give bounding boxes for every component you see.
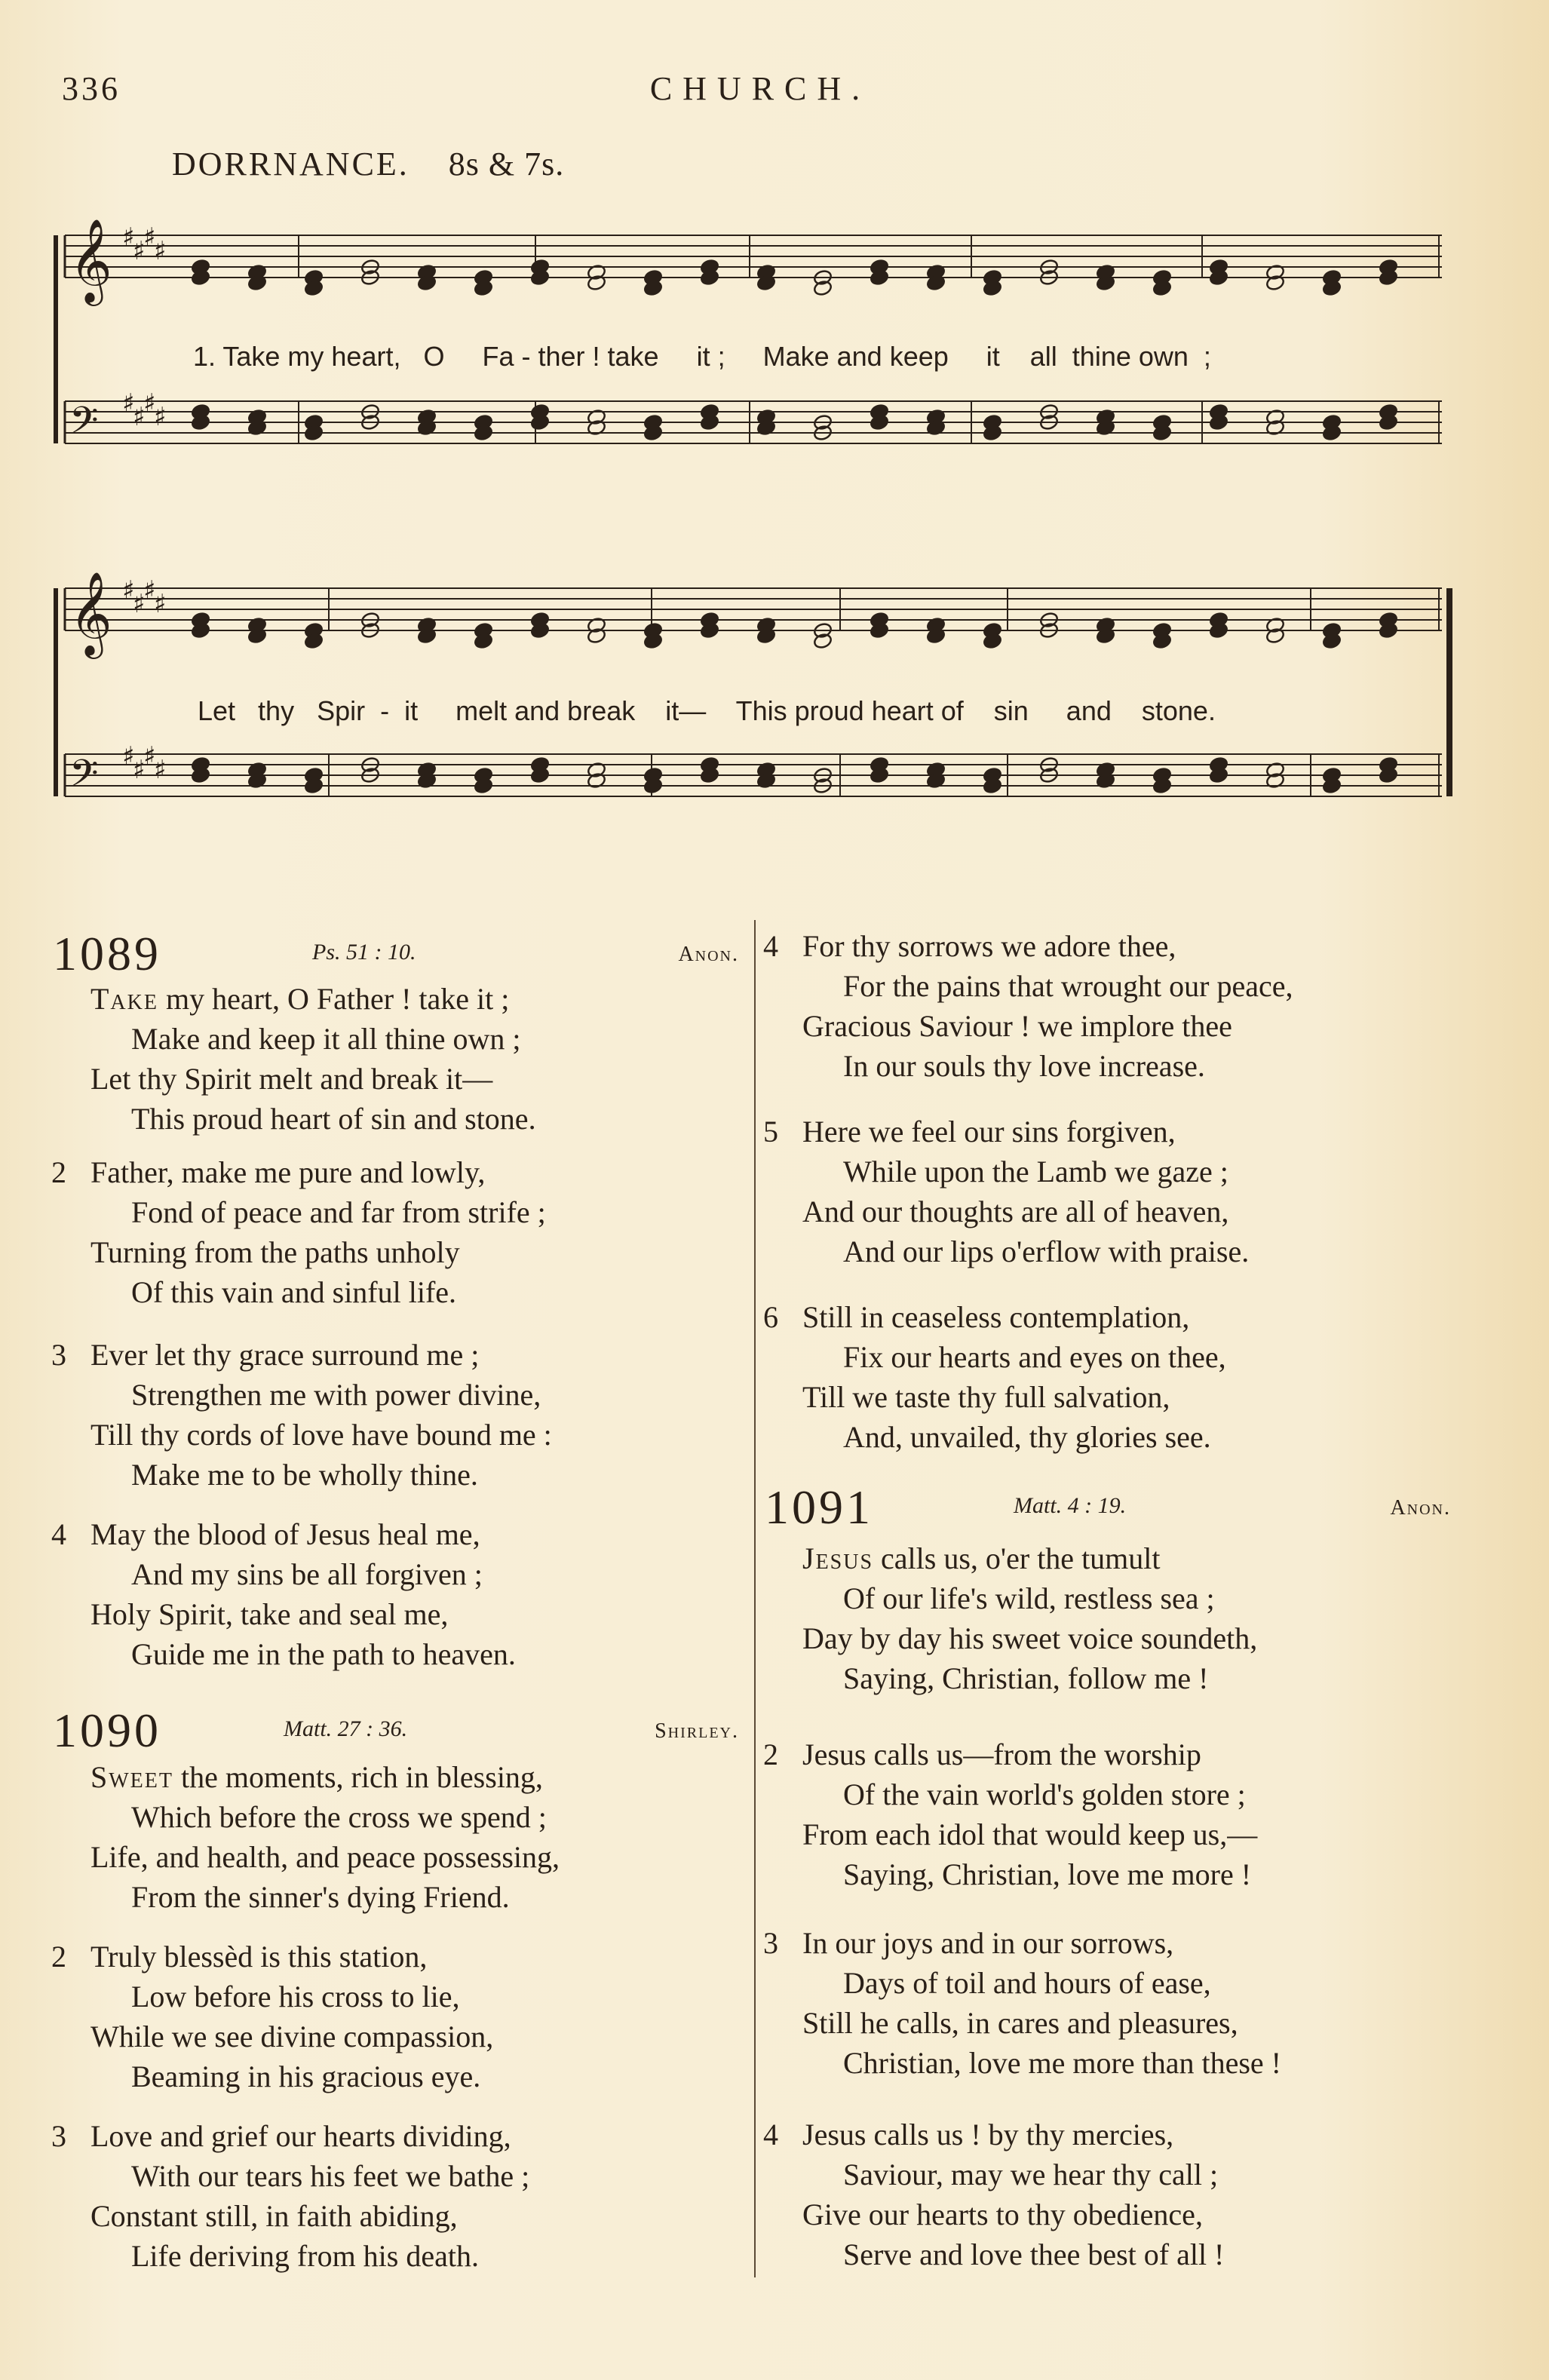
verse-line: Days of toil and hours of ease, [843,1966,1211,2000]
verse-line: Fix our hearts and eyes on thee, [843,1340,1226,1374]
hymn-1089-verse-1 [90,979,536,1139]
verse-line: Saying, Christian, love me more ! [843,1857,1252,1891]
verse-line: Give our hearts to thy obedience, [802,2198,1203,2231]
svg-text:♯: ♯ [154,402,167,432]
verse-line: Till thy cords of love have bound me : [90,1418,552,1452]
svg-text:𝄞: 𝄞 [69,218,112,302]
tune-name: DORRNANCE. [172,146,409,182]
svg-text:𝄞: 𝄞 [69,571,112,655]
svg-text:♯: ♯ [133,755,146,785]
hymn-1090-verse-4 [763,926,1293,1086]
verse-line: Jesus calls us—from the worship [802,1737,1201,1771]
verse-line: Gracious Saviour ! we implore thee [802,1009,1232,1043]
verse-line: Father, make me pure and lowly, [90,1155,486,1189]
verse-number: 4 [51,1517,66,1551]
verse-line: calls us, o'er the tumult [873,1541,1161,1575]
verse-line: This proud heart of sin and stone. [131,1102,536,1136]
verse-number: 5 [763,1115,778,1149]
svg-text:♯: ♯ [143,222,156,253]
hymn-number: 1089 [53,927,161,980]
verse-number: 3 [51,2119,66,2153]
hymn-1089-verse-2 [51,1152,546,1312]
verse-line: In our joys and in our sorrows, [802,1926,1174,1960]
svg-text:♯: ♯ [143,741,156,771]
svg-text:♯: ♯ [143,388,156,419]
verse-line: Till we taste thy full salvation, [802,1380,1170,1414]
verse-first-word: Jesus [802,1541,874,1575]
hymn-1090-verse-3 [51,2116,530,2276]
verse-first-word: Take [90,982,158,1016]
svg-text:♯: ♯ [154,755,167,785]
verse-line: For thy sorrows we adore thee, [802,929,1176,963]
hymn-1091-verse-3 [763,1923,1281,2083]
scripture-reference: Matt. 4 : 19. [1014,1493,1127,1518]
verse-line: Turning from the paths unholy [90,1235,460,1269]
verse-line: May the blood of Jesus heal me, [90,1517,480,1551]
hymn-1091-verse-2 [763,1734,1258,1894]
svg-text:♯: ♯ [133,589,146,619]
page-header [62,69,1459,115]
verse-line: Low before his cross to lie, [131,1980,460,2013]
svg-text:♯: ♯ [122,222,135,253]
hymn-number: 1090 [53,1704,161,1757]
hymn-1091-verse-1 [802,1538,1257,1698]
verse-line: And my sins be all forgiven ; [131,1557,483,1591]
hymn-author: Anon. [678,943,739,966]
scripture-reference: Matt. 27 : 36. [284,1716,408,1741]
hymn-1090-verse-1 [90,1757,560,1917]
verse-line: Christian, love me more than these ! [843,2046,1281,2080]
verse-line: And, unvailed, thy glories see. [843,1420,1211,1454]
svg-text:♯: ♯ [133,236,146,266]
svg-text:𝄢: 𝄢 [69,752,99,805]
verse-line: Make and keep it all thine own ; [131,1022,521,1056]
verse-number: 2 [51,1155,66,1189]
scripture-reference: Ps. 51 : 10. [312,940,416,965]
hymn-author: Shirley. [655,1719,739,1743]
verse-line: the moments, rich in blessing, [173,1760,543,1794]
verse-line: Saviour, may we hear thy call ; [843,2158,1219,2191]
verse-first-word: Sweet [90,1760,173,1794]
verse-number: 3 [763,1926,778,1960]
verse-number: 4 [763,929,778,963]
hymn-1090-verse-5 [763,1112,1250,1271]
verse-line: Truly blessèd is this station, [90,1940,428,1974]
music-score [50,189,1457,882]
hymn-1090-verse-2 [51,1937,494,2096]
hymn-1091-heading [765,1480,1451,1534]
verse-line: Holy Spirit, take and seal me, [90,1597,449,1631]
svg-text:♯: ♯ [122,741,135,771]
verse-line: Jesus calls us ! by thy mercies, [802,2118,1174,2152]
page-number: 336 [62,70,121,107]
svg-text:♯: ♯ [143,575,156,606]
tune-heading [172,145,564,183]
verse-number: 2 [51,1940,66,1974]
verse-line: Of the vain world's golden store ; [843,1777,1246,1811]
svg-text:♯: ♯ [154,236,167,266]
verse-line: While upon the Lamb we gaze ; [843,1155,1228,1188]
verse-line: From each idol that would keep us,— [802,1817,1258,1851]
hymn-1090-verse-6 [763,1297,1226,1457]
hymn-1089-heading [53,926,739,980]
verse-line: Still in ceaseless contemplation, [802,1300,1190,1334]
svg-text:♯: ♯ [154,589,167,619]
verse-line: In our souls thy love increase. [843,1049,1205,1083]
verse-line: Serve and love thee best of all ! [843,2237,1225,2271]
verse-line: And our thoughts are all of heaven, [802,1195,1229,1228]
verse-line: And our lips o'erflow with praise. [843,1234,1250,1268]
verse-line: Day by day his sweet voice soundeth, [802,1621,1258,1655]
verse-line: Life deriving from his death. [131,2239,479,2273]
hymn-author: Anon. [1390,1496,1451,1520]
verse-number: 3 [51,1338,66,1372]
verse-line: Still he calls, in cares and pleasures, [802,2006,1238,2040]
verse-line: Fond of peace and far from strife ; [131,1195,546,1229]
verse-line: my heart, O Father ! take it ; [158,982,510,1016]
verse-line: Strengthen me with power divine, [131,1378,541,1412]
verse-number: 4 [763,2118,778,2152]
svg-text:♯: ♯ [122,575,135,606]
svg-text:♯: ♯ [122,388,135,419]
verse-line: Beaming in his gracious eye. [131,2059,481,2093]
verse-line: Let thy Spirit melt and break it— [90,1062,493,1096]
verse-line: Constant still, in faith abiding, [90,2199,458,2233]
verse-line: From the sinner's dying Friend. [131,1880,510,1914]
verse-line: Saying, Christian, follow me ! [843,1661,1209,1695]
verse-line: Which before the cross we spend ; [131,1800,547,1834]
verse-line: Ever let thy grace surround me ; [90,1338,480,1372]
svg-text:♯: ♯ [133,402,146,432]
verse-number: 6 [763,1300,778,1334]
verse-line: Life, and health, and peace possessing, [90,1840,560,1874]
verse-line: Guide me in the path to heaven. [131,1637,516,1671]
hymn-number: 1091 [765,1480,873,1534]
music-lyrics-line-1: 1. Take my heart, O Fa - ther ! take it ; Make and keep it all thine own ; [193,341,1211,372]
verse-line: Of our life's wild, restless sea ; [843,1581,1215,1615]
column-divider [754,920,756,2277]
verse-line: For the pains that wrought our peace, [843,969,1293,1003]
music-lyrics-line-2: Let thy Spir - it melt and break it— This proud heart of sin and stone. [198,695,1216,726]
hymn-1089-verse-4 [51,1514,516,1674]
hymn-1091-verse-4 [763,2115,1225,2274]
verse-line: Love and grief our hearts dividing, [90,2119,511,2153]
verse-line: Of this vain and sinful life. [131,1275,457,1309]
verse-line: With our tears his feet we bathe ; [131,2159,530,2193]
running-title: CHURCH. [649,70,871,107]
hymn-1089-verse-3 [51,1335,552,1495]
verse-line: Make me to be wholly thine. [131,1458,478,1492]
svg-text:𝄢: 𝄢 [69,399,99,452]
verse-line: Here we feel our sins forgiven, [802,1115,1176,1149]
verse-number: 2 [763,1737,778,1771]
verse-line: While we see divine compassion, [90,2020,494,2053]
hymn-1090-heading [53,1703,739,1757]
tune-meter: 8s & 7s. [448,146,565,182]
